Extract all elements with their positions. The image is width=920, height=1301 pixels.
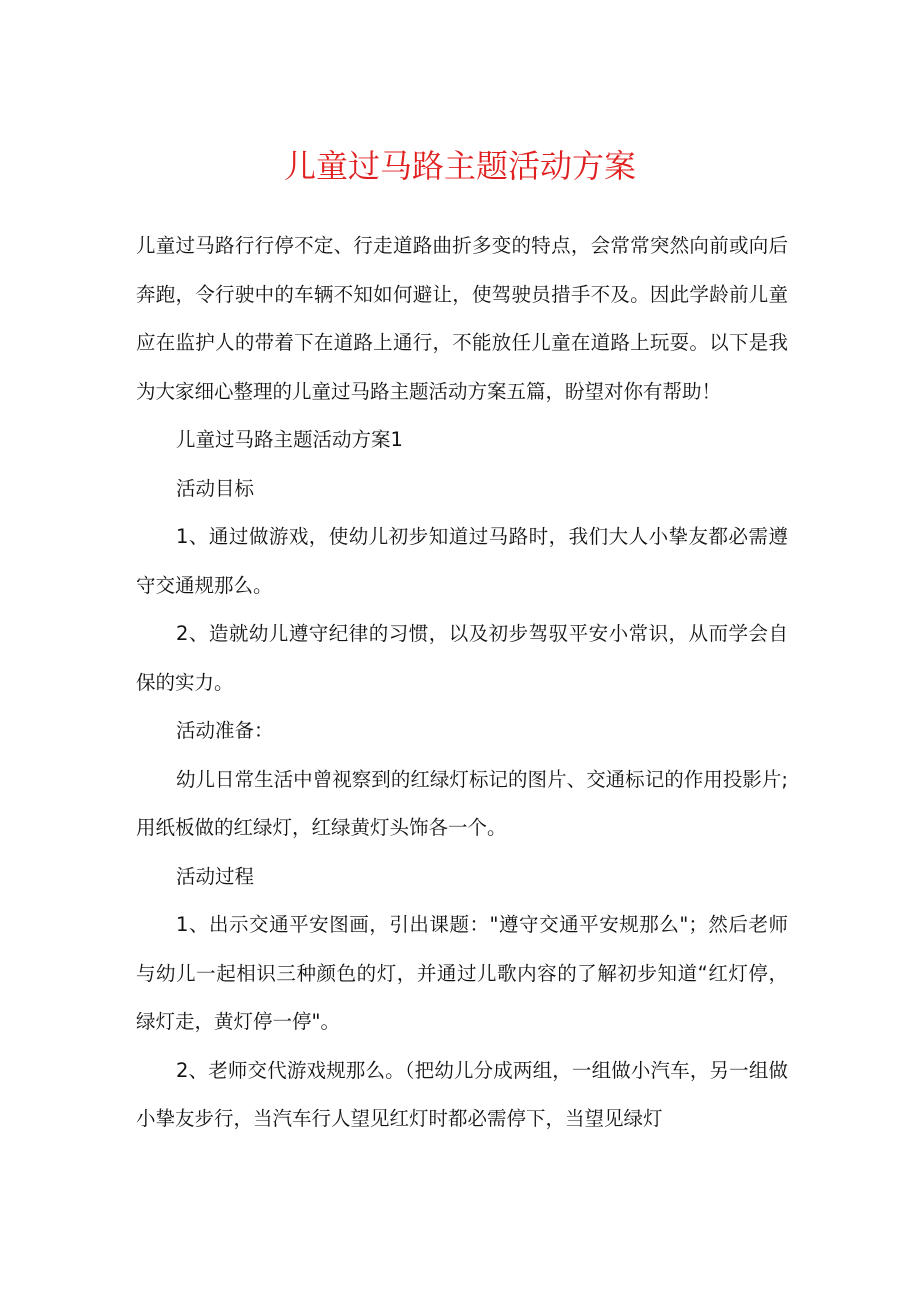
process-item: 2、老师交代游戏规那么。（把幼儿分成两组，一组做小汽车，另一组做小挚友步行，当汽车行人望见红灯时都必需停下，当望见绿灯	[136, 1058, 788, 1130]
process-item: 1、出示交通平安图画，引出课题："遵守交通平安规那么"；然后老师与幼儿一起相识三种颜色的灯，并通过儿歌内容的了解初步知道“红灯停，绿灯走，黄灯停一停"。	[136, 913, 788, 1033]
preparation-paragraph: 幼儿日常生活中曾视察到的红绿灯标记的图片、交通标记的作用投影片;用纸板做的红绿灯，红绿黄灯头饰各一个。	[136, 767, 788, 839]
document-body	[136, 222, 788, 1144]
subheading-process: 活动过程	[176, 864, 255, 888]
goal-item: 1、通过做游戏，使幼儿初步知道过马路时，我们大人小挚友都必需遵守交通规那么。	[136, 525, 788, 597]
document-title: 儿童过马路主题活动方案	[283, 147, 636, 185]
goal-item: 2、造就幼儿遵守纪律的习惯，以及初步驾驭平安小常识，从而学会自保的实力。	[136, 622, 788, 694]
subheading-goals: 活动目标	[176, 476, 255, 500]
section-heading: 儿童过马路主题活动方案1	[176, 428, 403, 451]
subheading-preparation: 活动准备：	[176, 719, 274, 742]
intro-paragraph: 儿童过马路行行停不定、行走道路曲折多变的特点，会常常突然向前或向后奔跑，令行驶中的车辆不知如何避让，使驾驶员措手不及。因此学龄前儿童应在监护人的带着下在道路上通行，不能放任儿童在道路上玩耍。以下是我为大家细心整理的儿童过马路主题活动方案五篇，盼望对你有帮助！	[136, 234, 788, 403]
